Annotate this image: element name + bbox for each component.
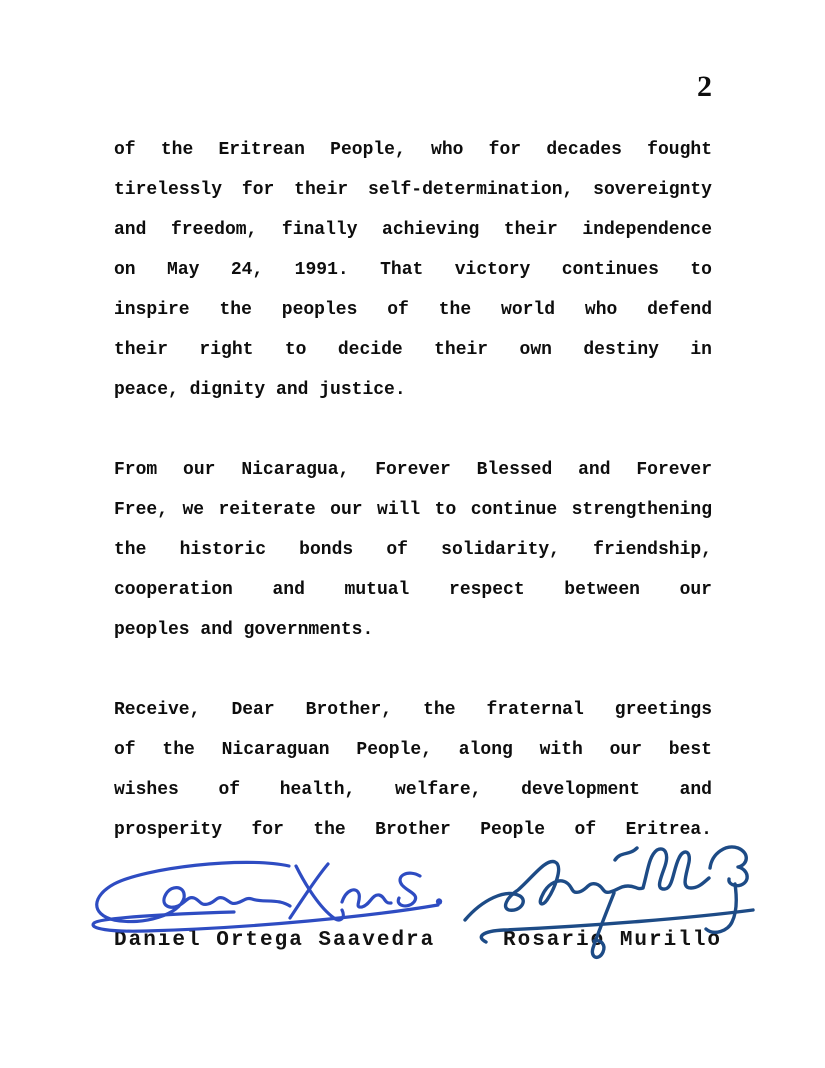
text-line: on May 24, 1991. That victory continues to <box>114 260 712 280</box>
text-line: of the Eritrean People, who for decades fought <box>114 140 712 160</box>
text-line: Free, we reiterate our will to continue strengthening <box>114 500 712 520</box>
text-line: the historic bonds of solidarity, friendship, <box>114 540 712 560</box>
paragraph-3 <box>114 690 712 850</box>
text-line: peace, dignity and justice. <box>114 380 406 400</box>
paragraph-2 <box>114 450 712 650</box>
text-line: cooperation and mutual respect between our <box>114 580 712 600</box>
text-line: tirelessly for their self-determination, sovereignty <box>114 180 712 200</box>
text-line: Receive, Dear Brother, the fraternal greetings <box>114 700 712 720</box>
paragraph-1 <box>114 130 712 410</box>
text-line: peoples and governments. <box>114 620 374 640</box>
letter-body <box>114 130 712 890</box>
text-line: wishes of health, welfare, development and <box>114 780 712 800</box>
text-line: their right to decide their own destiny in <box>114 340 712 360</box>
page-number: 2 <box>697 70 712 103</box>
signatory-name-left: Daniel Ortega Saavedra <box>114 929 436 952</box>
signatory-name-right: Rosario Murillo <box>503 929 723 952</box>
text-line: prosperity for the Brother People of Eritrea. <box>114 820 712 840</box>
text-line: From our Nicaragua, Forever Blessed and Forever <box>114 460 712 480</box>
text-line: of the Nicaraguan People, along with our best <box>114 740 712 760</box>
signature-rosario-murillo <box>452 838 772 970</box>
text-line: inspire the peoples of the world who defend <box>114 300 712 320</box>
signature-daniel-ortega <box>84 852 454 940</box>
text-line: and freedom, finally achieving their independence <box>114 220 712 240</box>
